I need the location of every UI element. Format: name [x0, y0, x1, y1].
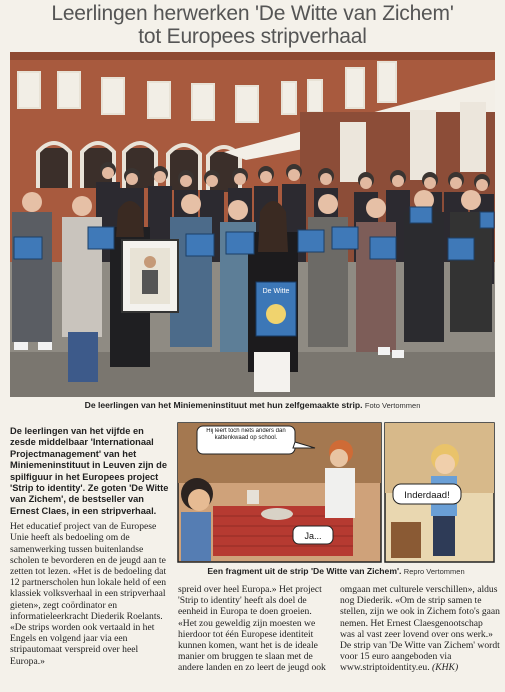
headline-line-1: Leerlingen herwerken 'De Witte van Zichem': [51, 2, 454, 25]
photo-caption-text: De leerlingen van het Miniemeninstituut met hun zelfgemaakte strip.: [84, 400, 363, 410]
comic-strip: [177, 422, 495, 563]
photo-caption: [10, 400, 495, 410]
comic-bubble-1: Hij leert toch niets anders dan kattenkwaad op school.: [206, 428, 286, 441]
article-body-3: omgaan met culturele verschillen», aldus nog Diederik. «Om de strip samen te stellen, zijn we ook in Zichem foto's gaan nemen. Het Ernest Claesgenootschap was al vast zeer lovend over ons werk.» De strip van 'De Witte van Zichem' wordt voor 15 euro aangeboden via www.striptoidentity.eu.: [340, 584, 500, 674]
article-column-2: [178, 584, 330, 678]
photo-credit: Foto Vertommen: [364, 401, 421, 410]
article-column-1: [10, 426, 170, 671]
comic-credit: Repro Vertommen: [403, 567, 465, 576]
article-lead: De leerlingen van het vijfde en zesde middelbaar 'Internationaal Projectmanagement' van het Miniemeninstituut in Leuven zijn de spilfiguur in het Europees project 'Strip to identity'. Ze goten 'De Witte van Zichem', de bestseller van Ernest Claes, in een stripverhaal.: [10, 426, 169, 516]
comic-bubble-2: Ja...: [304, 531, 322, 541]
comic-caption-text: Een fragment uit de strip 'De Witte van Zichem'.: [207, 566, 402, 576]
held-book-title: De Witte: [262, 288, 290, 295]
article-column-3: [340, 584, 500, 678]
comic-caption: [177, 566, 495, 576]
comic-bubble-3: Inderdaad!: [404, 490, 450, 501]
headline: [0, 2, 505, 48]
group-photo: [10, 52, 495, 397]
article-signature: (KHK): [432, 662, 459, 674]
article-body-2: spreid over heel Europa.» Het project 'Strip to identity' heeft als doel de eenheid in Europa te doen groeien. «Het zou geweldig zijn moesten we hierdoor tot één Europese identiteit kunnen komen, want het is de ideale manier om bruggen te slaan met de andere landen en zo leert de jeugd ook: [178, 584, 326, 674]
article-body-1: Het educatief project van de Europese Unie heeft als bedoeling om de samenwerking tussen buitenlandse scholen te bevorderen en de jeugd aan te zetten tot lezen. «Het is de bedoeling dat 12 partnerscholen hun lokale held of een klassiek volksverhaal in een stripverhaal gieten», zegt coördinator en informatieleerkracht Diederik Roelants. «De strips worden ook vertaald in het Engels en volgend jaar via een stripautomaat verspreid over heel Europa.»: [10, 521, 167, 667]
headline-line-2: tot Europees stripverhaal: [138, 25, 367, 48]
